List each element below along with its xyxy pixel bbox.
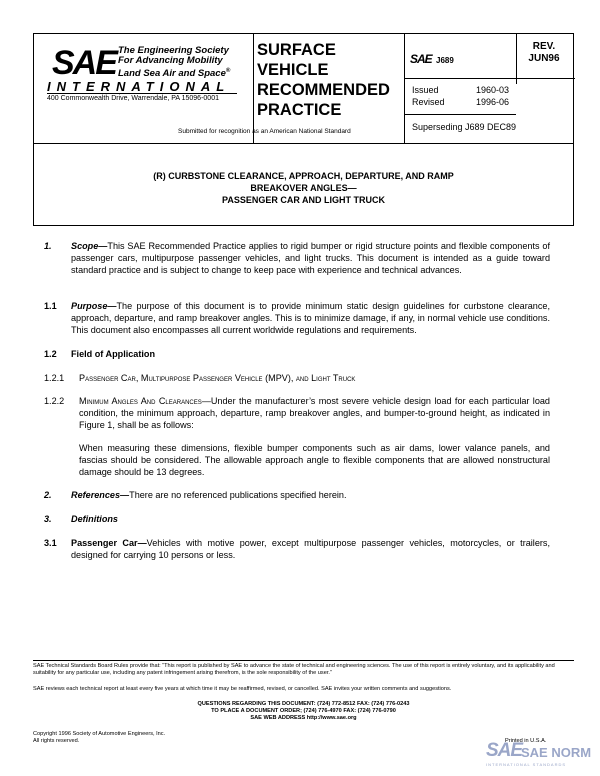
section-number: 1.2 — [44, 349, 57, 359]
document-number: J689 — [436, 56, 454, 65]
section-number: 2. — [44, 490, 52, 500]
logo-rule — [47, 93, 237, 94]
section-heading: Definitions — [71, 514, 118, 524]
sae-norm-stamp: SAE — [486, 740, 523, 761]
section-heading: Passenger Car— — [71, 538, 147, 548]
revision-box — [518, 41, 570, 65]
tagline-line: Land Sea Air and Space — [118, 68, 226, 80]
rev-value: JUN96 — [528, 53, 560, 64]
footer-rule — [33, 660, 574, 661]
divider — [404, 78, 575, 79]
section-1 — [44, 241, 550, 276]
divider — [404, 34, 405, 143]
footer-questions: QUESTIONS REGARDING THIS DOCUMENT: (724) 772-8512 FAX: (724) 776-0243 — [197, 701, 410, 707]
footer-printed: Printed in U.S.A. — [505, 738, 547, 744]
footer-review: SAE reviews each technical report at least every five years at which time it may be reaffirmed, revised, or cancelled. SAE invites your written comments and suggestions. — [33, 686, 452, 692]
section-text: There are no referenced publications specified herein. — [129, 490, 347, 500]
section-heading: Purpose— — [71, 301, 117, 311]
section-heading: Minimum Angles And Clearances— — [79, 396, 211, 406]
section-heading: References— — [71, 490, 130, 500]
section-text: When measuring these dimensions, flexible bumper components such as air dams, lower valance panels, and fascias should be considered. The allowable approach angle to flexible components that are allowed nonstructural damage should be 13 degrees. — [79, 443, 550, 477]
sae-norm-subtext: INTERNATIONAL STANDARDS — [486, 762, 567, 767]
section-heading: Field of Application — [71, 349, 156, 359]
registered-mark: ® — [225, 68, 231, 74]
sae-norm-text: SAE NORM — [521, 745, 592, 760]
footer-rights: All rights reserved. — [33, 738, 80, 744]
section-number: 1.1 — [44, 301, 57, 311]
footer-copyright: Copyright 1996 Society of Automotive Engineers, Inc. — [33, 731, 166, 737]
section-number: 3.1 — [44, 538, 57, 548]
section-heading: Scope— — [71, 241, 108, 251]
section-text: Under the manufacturer’s most severe vehicle design load for each particular load condition, the minimum approach, departure, ramp breakover angles, and bumper-to-ground height, as indicated in Figure 1, shall be as follows: — [79, 396, 550, 430]
section-3 — [44, 514, 550, 526]
rev-label: REV. — [532, 41, 556, 52]
footer-web: SAE WEB ADDRESS http://www.sae.org — [250, 715, 357, 721]
title-line: PASSENGER CAR AND LIGHT TRUCK — [221, 195, 385, 205]
submitted-note: Submitted for recognition as an American National Standard — [178, 128, 351, 135]
doc-type-line: PRACTICE — [257, 101, 342, 119]
section-1-2-1 — [44, 373, 550, 385]
issued-value: 1960-03 — [476, 85, 510, 95]
doc-type-line: RECOMMENDED — [257, 81, 390, 99]
logo-international: INTERNATIONAL — [47, 79, 231, 94]
section-3-1 — [44, 538, 550, 562]
title-line: (R) CURBSTONE CLEARANCE, APPROACH, DEPARTURE, AND RAMP — [153, 171, 454, 181]
section-2 — [44, 490, 550, 502]
revised-label: Revised — [412, 97, 445, 107]
address: 400 Commonwealth Drive, Warrendale, PA 15096-0001 — [47, 95, 219, 102]
section-1-1 — [44, 301, 550, 336]
section-text: Passenger Car, Multipurpose Passenger Vehicle (MPV), and Light Truck — [79, 373, 356, 383]
section-text: Vehicles with motive power, except multipurpose passenger vehicles, motorcycles, or trailers, designed for carrying 10 persons or less. — [71, 538, 550, 560]
section-number: 1.2.1 — [44, 373, 65, 383]
divider — [404, 114, 516, 115]
tagline-line: For Advancing Mobility — [118, 55, 223, 66]
section-1-2-2 — [44, 396, 550, 479]
logo-tagline — [118, 46, 230, 79]
section-number: 3. — [44, 514, 52, 524]
sae-small-logo: SAE — [410, 52, 432, 66]
superseding-note: Superseding J689 DEC89 — [412, 122, 517, 132]
tagline-line: The Engineering Society — [118, 45, 229, 56]
section-number: 1.2.2 — [44, 396, 65, 406]
title-line: BREAKOVER ANGLES— — [250, 183, 357, 193]
footer-order: TO PLACE A DOCUMENT ORDER; (724) 776-4970 FAX: (724) 776-0790 — [211, 708, 396, 714]
doc-type-line: VEHICLE — [257, 61, 329, 79]
footer-rules: SAE Technical Standards Board Rules provide that: “This report is published by SAE to advance the state of technical and engineering sciences. The use of this report is entirely voluntary, and its applicability and suitability for any particular use, including any patent infringement arising therefrom, is the sole responsibility of the user.” — [33, 663, 555, 677]
section-text: The purpose of this document is to provide minimum static design guidelines for curbstone clearance, approach, departure, and ramp breakover angles. This is to minimize damage, if any, in normal vehicle use conditions. This document also encompasses all current worldwide regulations and requirements. — [71, 301, 550, 335]
divider — [253, 34, 254, 143]
document-title — [33, 170, 574, 206]
divider — [516, 34, 517, 84]
revised-value: 1996-06 — [476, 97, 510, 107]
issued-label: Issued — [412, 85, 439, 95]
section-text: This SAE Recommended Practice applies to rigid bumper or rigid structure points and flexible components of passenger cars, multipurpose passenger vehicles, and light trucks. This document is intended as a guide toward standard practice and is subject to change to keep pace with experience and technical advances. — [71, 241, 550, 275]
document-type — [257, 40, 390, 120]
sae-logo: SAE — [52, 44, 116, 82]
section-1-2 — [44, 349, 550, 361]
section-number: 1. — [44, 241, 52, 251]
doc-type-line: SURFACE — [257, 41, 336, 59]
